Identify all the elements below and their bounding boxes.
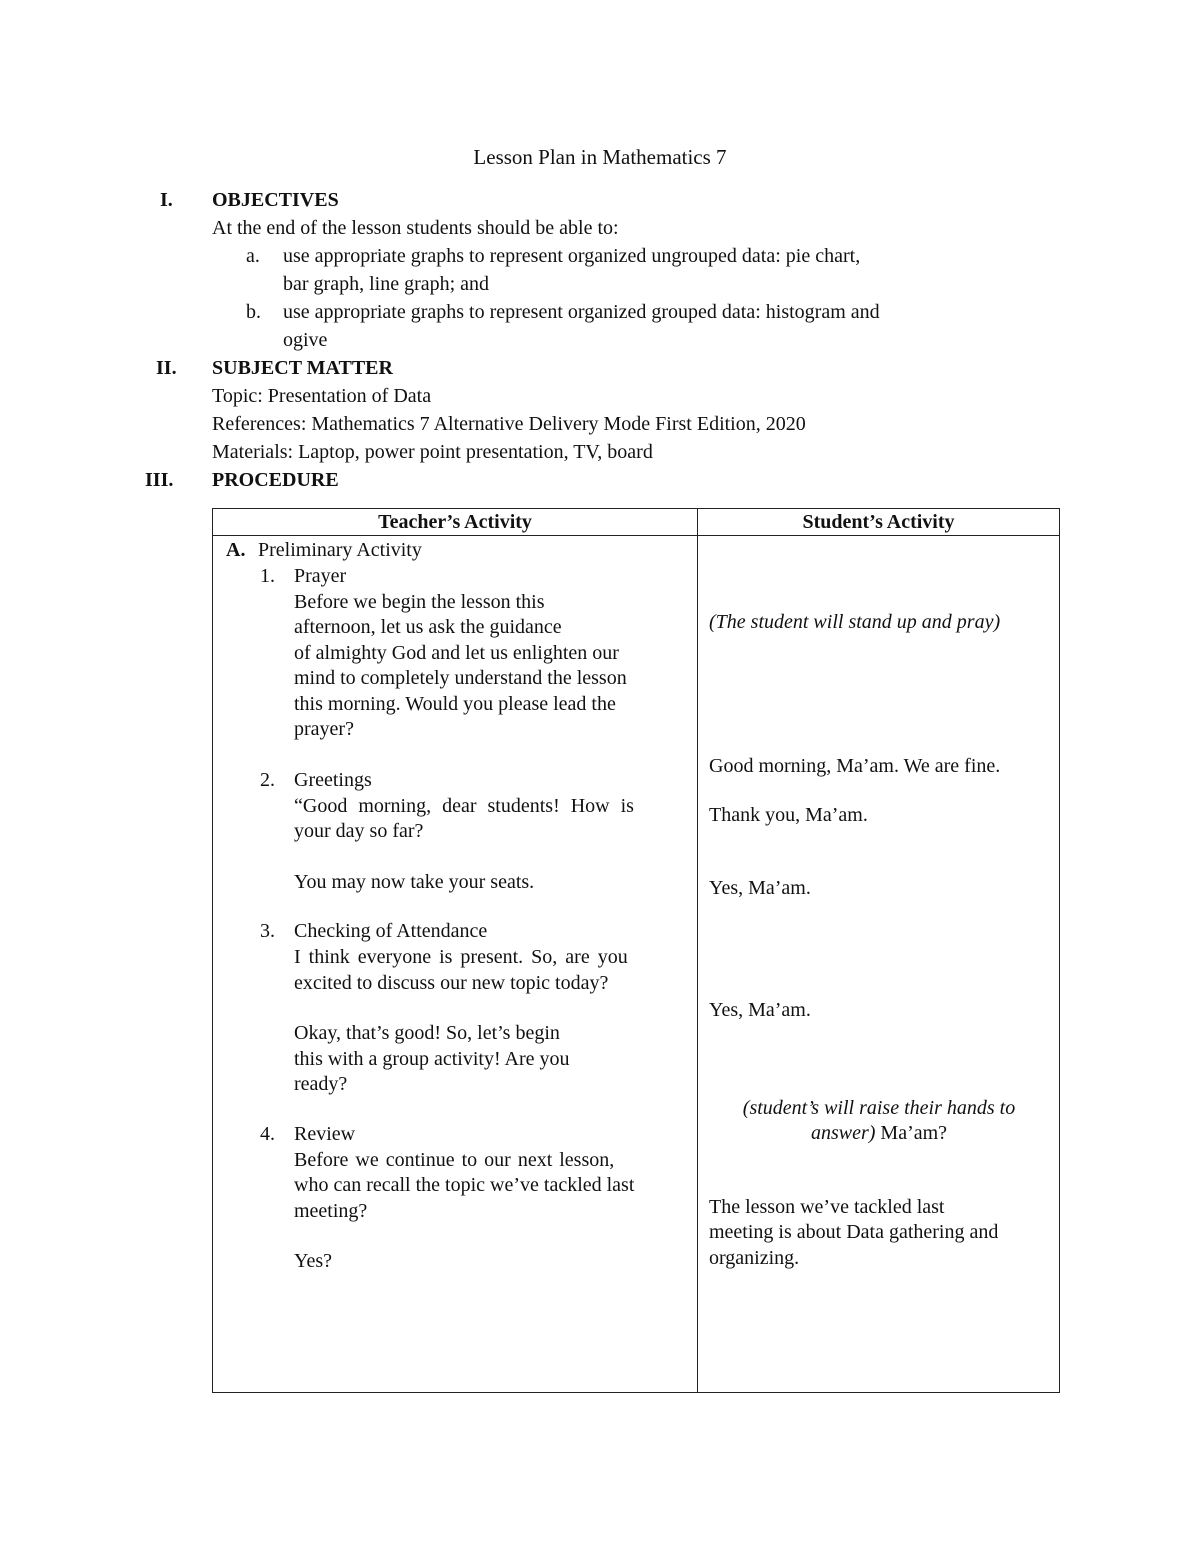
- attendance-followup: ready?: [294, 1073, 348, 1095]
- student-prayer-response: (The student will stand up and pray): [709, 611, 1001, 633]
- review-followup: Yes?: [294, 1250, 332, 1272]
- teacher-activity-header: Teacher’s Activity: [213, 509, 698, 536]
- part-marker: A.: [226, 539, 246, 561]
- prayer-title: Prayer: [294, 565, 347, 587]
- student-review-answer: organizing.: [709, 1247, 800, 1269]
- greetings-line: your day so far?: [294, 820, 424, 842]
- procedure-table: [212, 508, 1060, 1393]
- prayer-number: 1.: [260, 565, 275, 587]
- procedure-numeral: III.: [145, 469, 174, 491]
- attendance-line: I think everyone is present. So, are you: [294, 946, 628, 968]
- greetings-line: “Good morning, dear students! How is: [294, 795, 634, 817]
- teacher-activity-cell: [213, 536, 698, 1393]
- attendance-title: Checking of Attendance: [294, 920, 488, 942]
- prayer-line: prayer?: [294, 718, 354, 740]
- page-title: Lesson Plan in Mathematics 7: [473, 145, 727, 169]
- student-thanks: Thank you, Ma’am.: [709, 804, 868, 826]
- prayer-line: mind to completely understand the lesson: [294, 667, 627, 689]
- review-number: 4.: [260, 1123, 275, 1145]
- prayer-line: afternoon, let us ask the guidance: [294, 616, 562, 638]
- greetings-followup: You may now take your seats.: [294, 871, 535, 893]
- prayer-line: Before we begin the lesson this: [294, 591, 545, 613]
- student-greeting-response: Good morning, Ma’am. We are fine.: [709, 755, 1001, 777]
- objective-a-line2: bar graph, line graph; and: [283, 273, 490, 295]
- student-raise-hands-tail: Ma’am?: [875, 1122, 948, 1144]
- review-line: who can recall the topic we’ve tackled last: [294, 1174, 635, 1196]
- objectives-intro: At the end of the lesson students should be able to:: [212, 217, 619, 239]
- objectives-heading: OBJECTIVES: [212, 189, 339, 211]
- subject-materials: Materials: Laptop, power point presentation, TV, board: [212, 441, 653, 463]
- student-review-answer: The lesson we’ve tackled last: [709, 1196, 945, 1218]
- student-yes-2: Yes, Ma’am.: [709, 999, 811, 1021]
- student-raise-hands-line1: (student’s will raise their hands to: [742, 1097, 1016, 1119]
- objective-b-marker: b.: [246, 301, 261, 323]
- attendance-line: excited to discuss our new topic today?: [294, 972, 609, 994]
- part-label: Preliminary Activity: [258, 539, 422, 561]
- attendance-followup: this with a group activity! Are you: [294, 1048, 570, 1070]
- objective-a-marker: a.: [246, 245, 260, 267]
- student-review-answer: meeting is about Data gathering and: [709, 1221, 999, 1243]
- objective-a-line1: use appropriate graphs to represent organized ungrouped data: pie chart,: [283, 245, 861, 267]
- procedure-heading: PROCEDURE: [212, 469, 339, 491]
- student-activity-cell: [698, 536, 1060, 1393]
- greetings-title: Greetings: [294, 769, 372, 791]
- attendance-number: 3.: [260, 920, 275, 942]
- student-yes-1: Yes, Ma’am.: [709, 877, 811, 899]
- objectives-numeral: I.: [160, 189, 173, 211]
- prayer-line: this morning. Would you please lead the: [294, 693, 616, 715]
- review-line: Before we continue to our next lesson,: [294, 1149, 615, 1171]
- greetings-number: 2.: [260, 769, 275, 791]
- objective-b-line1: use appropriate graphs to represent organized grouped data: histogram and: [283, 301, 880, 323]
- subject-topic: Topic: Presentation of Data: [212, 385, 432, 407]
- subject-matter-numeral: II.: [156, 357, 177, 379]
- attendance-followup: Okay, that’s good! So, let’s begin: [294, 1022, 560, 1044]
- subject-matter-heading: SUBJECT MATTER: [212, 357, 393, 379]
- student-raise-hands-line2: [698, 1121, 1060, 1145]
- prayer-line: of almighty God and let us enlighten our: [294, 642, 619, 664]
- review-line: meeting?: [294, 1200, 368, 1222]
- student-activity-header: Student’s Activity: [698, 509, 1060, 536]
- objective-b-line2: ogive: [283, 329, 328, 351]
- subject-references: References: Mathematics 7 Alternative Delivery Mode First Edition, 2020: [212, 413, 806, 435]
- student-raise-hands-italic: answer): [810, 1122, 876, 1144]
- review-title: Review: [294, 1123, 356, 1145]
